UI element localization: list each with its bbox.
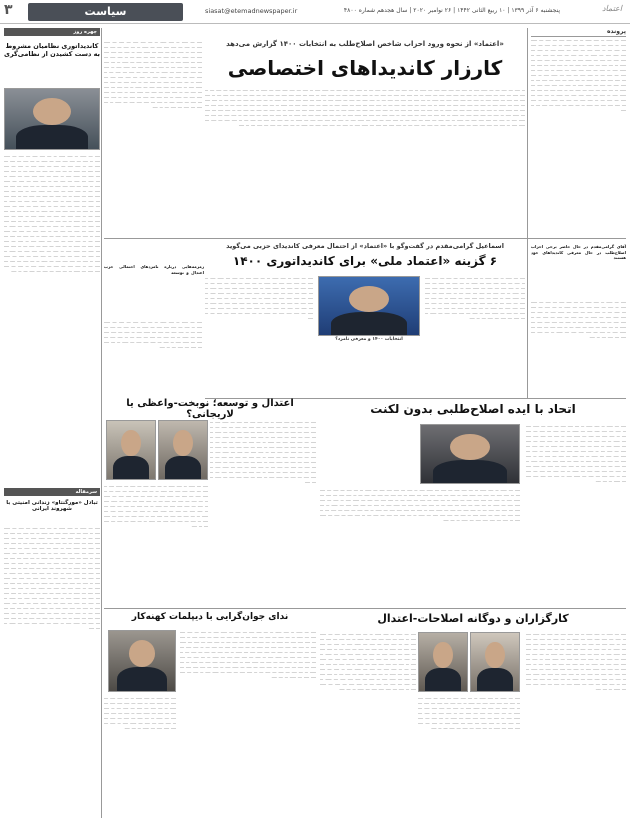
lead-headline[interactable]: کارزار کاندیداهای اختصاصی [227, 56, 503, 80]
story6-photo [108, 630, 176, 692]
story3-lede: آقای گرامی‌مقدم در حال حاضر برخی احزاب اصلاح‌طلب در حال معرفی کاندیداهای خود هستند [531, 244, 626, 260]
editorial-body: ـــــ ــــ ــــــ ـــ ـــــ ــــــ ـــ ــــ ـــــ ـــــ ــــ ـــــ ــــ ــــــ ـــــ ـــ ـــــ ــــ ـــــ ـــــ ـــــ ــــ ــــــ ـــ ــــ ـــــ ــــ ـــــ ــــ ـــــ ــــ ـــ ـــــ ـــــ ــــ ـــــ ــــ ــــــ ـــــ ـــ ـــــ ــــ ـــــ ـــــ ـــــ ــــ ــــــ ـــ ــــ ـــــ ــــ ـــــ ــــ ـــــ ــــ ـــ ـــــ ـــــ ــــ ـــــ ــــ ــــــ ـــــ ـــ ـــــ ــــ ـــــ ـــــ ـــــ ــــ ــــــ ـــ ــــ ـــــ ــــ ـــــ ــــ ـــــ ــــ ـــ ـــــ ـــــ ــــ ـــــ ــــ ــــــ ـــــ ـــ ـــــ ــــ ـــــ ـــــ ـــــ ــــ ــــــ ـــ ــــ ـــــ ــــ ـــــ ــــ ـــــ ــــ ـــ ـــــ ـــــ ــــ ـــــ ــــ ــــــ ـــــ ـــ ـــــ ــــ ـــــ ـــــ ـــــ ــــ ــــــ ـــ ــــ ـــــ ــــ ـــــ ــــ ـــــ ــــ ـــ ـــــ ـــــ ــــ ـــــ ــــ ــــــ ـــــ ـــ ـــــ ــــ ـــــ ـــــ ـــــ ــــ ــــــ ـــ ــــ ـــــ ــــ ـــــ ــــ ـــــ ــــ ـــ ـــــ ـــــ ــــ ـــــ ــــ ــــــ ـــــ ـــ ـــــ ــــ ـــــ ـــــ ـــــ ــــ ــــــ ـــ ــــ ـــــ ــــ ـــــ ــــ ـــــ ــــ ـــ ـــــ ـــــ ــــ ـــــ ــــ ــــــ ـــــ ـــ ـــــ ــــ ـــــ ـــــ ـــــ ــــ ــــــ ـــ ــــ ـــــ ــــ ـــــ ــــ ـــــ ــــ ـــ ـــــ ـــــ ــــ ـــــ ــــ ــــــ ـــــ ـــ ـــــ ــــ ـــــ ـــــ ـــــ ــــ ــــــ ـــ ــــ ـــــ ــــ ـــــ ــــ ـــــ ــــ ـــ ـــــ ـــــ ــــ ـــــ ــــ ــــــ ـــــ ـــ ـــــ ــــ ـــــ ـــــ ـــــ ــــ ــــــ ـــ ــــ ـــــ ــــ ـــــ ــــ ـــــ ــــ ـــ ـــــ ـــــ ــــ ـــــ ــــ ــــــ ـــــ ـــ ـــــ ــــ ـــــ ـــــ ـــــ ــــ ــــــ ـــ ــــ ـــــ ــــ ـــــ ــــ ـــــ ــــ ـــ ـــــ ـــــ ــــ ـــــ ــــ ــــــ ـــــ ـــ ـــــ ــــ ـــــ ـــــ ـــــ ــــ ــــــ ـــ ــــ ـــــ [4, 526, 100, 630]
divider [104, 608, 626, 609]
column-text-mid: ـــــ ــــ ــــــ ـــ ـــــ ــــــ ـــ ــــ ـــــ ـــــ ــــ ـــــ ــــ ــــــ ـــــ ـــ ـــــ ــــ ـــــ ـــــ ـــــ ــــ ــــــ ـــ ــــ ـــــ ــــ ـــــ ــــ ـــــ ــــ ـــ ـــــ ـــــ ــــ ـــــ ــــ ــــــ ـــــ ـــ ـــــ ــــ ـــــ ـــــ ـــــ ــــ ــــــ ـــ ــــ ـــــ ــــ ـــــ ــــ ـــــ ــــ ـــ ـــــ ـــــ ــــ ـــــ ــــ ــــــ ـــــ ـــ ـــــ ــــ ـــــ ـــــ ـــــ ــــ ــــــ ـــ ــــ ـــــ ــــ ـــــ ــــ ـــــ ــــ ـــ ـــــ [104, 320, 202, 349]
section-label[interactable]: سیاست [28, 3, 183, 21]
story4-body: ـــــ ــــ ــــــ ـــ ـــــ ــــــ ـــ ــــ ـــــ ـــــ ــــ ـــــ ــــ ــــــ ـــــ ـــ ـــــ ــــ ـــــ ـــــ ـــــ ــــ ــــــ ـــ ــــ ـــــ ــــ ـــــ ــــ ـــــ ــــ ـــ ـــــ ـــــ ــــ ـــــ ــــ ــــــ ـــــ ـــ ـــــ ــــ ـــــ ـــــ ـــــ ــــ ــــــ ـــ ــــ ـــــ ــــ ـــــ ــــ ـــــ ــــ ـــ ـــــ ـــــ ــــ ـــــ ــــ ــــــ ـــــ ـــ ـــــ ــــ ـــــ ـــــ ـــــ ــــ ــــــ ـــ ــــ ـــــ ــــ ـــــ ــــ ـــــ ــــ ـــ ـــــ ـــــ ــــ ـــــ ــــ ــــــ ـــــ ـــ ـــــ ــــ ـــــ ـــــ ـــــ ــــ ــــــ ـــ ــــ ـــــ ــــ ـــــ ــــ ـــــ ــــ ـــ ـــــ ـــــ ــــ ـــــ ــــ ــــــ ـــــ ـــ ـــــ ــــ ـــــ ـــــ ـــــ ــــ ــــــ ـــ ــــ ـــــ ــــ ـــــ ــــ ـــــ ــــ ـــ ـــــ ـــــ ــــ ـــــ ــــ ــــــ ـــــ ـــ ـــــ ــــ ـــــ ـــــ ـــــ ــــ ــــــ ـــ ــــ ـــــ ــــ ـــــ ــــ ـــــ ــــ ـــ ـــــ ـــــ ــــ ـــــ ــــ ــــــ ـــــ ـــ ـــــ ــــ ـــــ ـــــ ـــــ ــــ ــــــ ـــ ــــ ـــــ ــــ ـــــ ــــ ـــــ ــــ ـــ ـــــ ـــــ ــــ ـــــ ــــ ــــــ ـــــ ـــ ـــــ ــــ ـــــ ـــــ ـــــ ــــ ــــــ ـــ ــــ ـــــ [210, 420, 316, 484]
story6-headline[interactable]: ندای جوان‌گرایی با دیپلمات کهنه‌کار [131, 612, 289, 622]
story2-body-right: ـــــ ــــ ــــــ ـــ ـــــ ــــــ ـــ ــــ ـــــ ـــــ ــــ ـــــ ــــ ــــــ ـــــ ـــ ـــــ ــــ ـــــ ـــــ ـــــ ــــ ــــــ ـــ ــــ ـــــ ــــ ـــــ ــــ ـــــ ــــ ـــ ـــــ ـــــ ــــ ـــــ ــــ ــــــ ـــــ ـــ ـــــ ــــ ـــــ ـــــ ـــــ ــــ ــــــ ـــ ــــ ـــــ ــــ ـــــ ــــ ـــــ ــــ ـــ ـــــ ـــــ ــــ ـــــ ــــ ــــــ ـــــ ـــ ـــــ ــــ ـــــ ـــــ ـــــ ــــ ــــــ ـــ ــــ ـــــ ــــ ـــــ ــــ ـــــ ــــ ـــ ـــــ ـــــ ــــ ـــــ ــــ ــــــ ـــــ ـــ ـــــ ــــ ـــــ ـــــ ـــــ ــــ ــــــ ـــ ــــ ـــــ ــــ ـــــ ــــ ـــــ ــــ ـــ ـــــ ـــــ ــــ ـــــ ــــ ــــــ ـــــ ـــ ـــــ ــــ ـــــ ـــــ ـــــ ــــ ــــــ ـــ ــــ ـــــ ــــ ـــــ ــــ ـــــ ــــ ـــ ـــــ [425, 276, 525, 320]
left-column-label: چهره روز [4, 28, 100, 38]
profile-body: ـــــ ــــ ــــــ ـــ ـــــ ــــــ ـــ ــــ ـــــ ـــــ ــــ ـــــ ــــ ــــــ ـــــ ـــ ـــــ ــــ ـــــ ـــــ ـــــ ــــ ــــــ ـــ ــــ ـــــ ــــ ـــــ ــــ ـــــ ــــ ـــ ـــــ ـــــ ــــ ـــــ ــــ ــــــ ـــــ ـــ ـــــ ــــ ـــــ ـــــ ـــــ ــــ ــــــ ـــ ــــ ـــــ ــــ ـــــ ــــ ـــــ ــــ ـــ ـــــ ـــــ ــــ ـــــ ــــ ــــــ ـــــ ـــ ـــــ ــــ ـــــ ـــــ ـــــ ــــ ــــــ ـــ ــــ ـــــ ــــ ـــــ ــــ ـــــ ــــ ـــ ـــــ ـــــ ــــ ـــــ ــــ ــــــ ـــــ ـــ ـــــ ــــ ـــــ ـــــ ـــــ ــــ ــــــ ـــ ــــ ـــــ ــــ ـــــ ــــ ـــــ ــــ ـــ ـــــ ـــــ ــــ ـــــ ــــ ــــــ ـــــ ـــ ـــــ ــــ ـــــ ـــــ ـــــ ــــ ــــــ ـــ ــــ ـــــ ــــ ـــــ ــــ ـــــ ــــ ـــ ـــــ ـــــ ــــ ـــــ ــــ ــــــ ـــــ ـــ ـــــ ــــ ـــــ ـــــ ـــــ ــــ ــــــ ـــ ــــ ـــــ ــــ ـــــ ــــ ـــــ ــــ ـــ ـــــ ـــــ ــــ ـــــ ــــ ــــــ ـــــ ـــ ـــــ ــــ ـــــ ـــــ ـــــ ــــ ــــــ ـــ ــــ ـــــ ــــ ـــــ ــــ ـــــ ــــ ـــ ـــــ ـــــ ــــ ـــــ ــــ ــــــ ـــــ ـــ ـــــ ــــ ـــــ ـــــ ـــــ ــــ ــــــ ـــ ــــ ـــــ ــــ ـــــ ــــ ـــــ ــــ ـــ ـــــ ـــــ ــــ ـــــ ــــ ــــــ ـــــ ـــ ـــــ ــــ ـــــ ـــــ ـــــ ــــ ــــــ ـــ ــــ ـــــ ــــ ـــــ ــــ ـــــ ــــ ـــ ـــــ ـــــ ــــ ـــــ ــــ ــــــ ـــــ ـــ ـــــ ــــ ـــــ ـــــ ـــــ ــــ ــــــ ـــ ــــ ـــــ ــــ ـــــ ــــ ـــــ ــــ ـــ ـــــ ـــــ ــــ ـــــ ــــ ــــــ ـــــ ـــ ـــــ ــــ ـــــ ـــــ ـــــ ــــ ــــــ ـــ ــــ ـــــ ــــ ـــــ ــــ ـــــ ــــ ـــ ـــــ ـــــ ــــ ـــــ ــــ ــــــ ـــــ ـــ ـــــ ــــ ـــــ ـــــ ـــــ ــــ ــــــ ـــ ــــ ـــــ ــــ ـــــ ــــ ـــــ ــــ ـــ ـــــ ـــــ ــــ ـــــ ــــ ــــــ ـــــ ـــ ـــــ ــــ ـــــ ـــــ ـــــ ــــ ــــــ ـــ ــــ ـــــ ــــ ـــــ ــــ ـــــ ــــ ـــ ـــــ ـــــ ــــ ـــــ ــــ ــــــ ـــــ ـــ ـــــ ــــ ـــــ ـــــ ـــــ ــــ ــــــ ـــ ــــ ـــــ ــــ ـــــ ــــ ـــــ ــــ ـــ ـــــ [4, 154, 100, 273]
story2-caption: انتخابات ۱۴۰۰ و معرفی نامزد؟ [335, 337, 403, 342]
section-email[interactable]: siasat@etemadnewspaper.ir [205, 7, 298, 15]
divider [104, 238, 626, 239]
issue-dateline: پنجشنبه ۶ آذر ۱۳۹۹ | ۱۰ ربیع الثانی ۱۴۴۲ | ۲۶ نوامبر ۲۰۲۰ | سال هجدهم شماره ۴۸۰۰ [343, 7, 560, 14]
page-number: ۳ [4, 2, 13, 18]
lead-kicker: «اعتماد» از نحوه ورود احزاب شاخص اصلاح‌طلب به انتخابات ۱۴۰۰ گزارش می‌دهد [226, 40, 504, 48]
story2-body-left: ـــــ ــــ ــــــ ـــ ـــــ ــــــ ـــ ــــ ـــــ ـــــ ــــ ـــــ ــــ ــــــ ـــــ ـــ ـــــ ــــ ـــــ ـــــ ـــــ ــــ ــــــ ـــ ــــ ـــــ ــــ ـــــ ــــ ـــــ ــــ ـــ ـــــ ـــــ ــــ ـــــ ــــ ــــــ ـــــ ـــ ـــــ ــــ ـــــ ـــــ ـــــ ــــ ــــــ ـــ ــــ ـــــ ــــ ـــــ ــــ ـــــ ــــ ـــ ـــــ ـــــ ــــ ـــــ ــــ ــــــ ـــــ ـــ ـــــ ــــ ـــــ ـــــ ـــــ ــــ ــــــ ـــ ــــ ـــــ ــــ ـــــ ــــ ـــــ ــــ ـــ ـــــ ـــــ ــــ ـــــ ــــ ــــــ ـــــ ـــ ـــــ ــــ ـــــ ـــــ ـــــ ــــ ــــــ ـــ ــــ ـــــ ــــ ـــــ ــــ ـــــ ــــ ـــ ـــــ ـــــ ــــ ـــــ ــــ ــــــ ـــــ ـــ ـــــ ــــ ـــــ ـــــ ـــــ ــــ ــــــ ـــ ــــ ـــــ ــــ ـــــ ــــ ـــــ ــــ ـــ ـــــ [205, 276, 313, 320]
right-column-label: پرونده [531, 28, 626, 36]
story5-body-right: ـــــ ــــ ــــــ ـــ ـــــ ــــــ ـــ ــــ ـــــ ـــــ ــــ ـــــ ــــ ــــــ ـــــ ـــ ـــــ ــــ ـــــ ـــــ ـــــ ــــ ــــــ ـــ ــــ ـــــ ــــ ـــــ ــــ ـــــ ــــ ـــ ـــــ ـــــ ــــ ـــــ ــــ ــــــ ـــــ ـــ ـــــ ــــ ـــــ ـــــ ـــــ ــــ ــــــ ـــ ــــ ـــــ ــــ ـــــ ــــ ـــــ ــــ ـــ ـــــ ـــــ ــــ ـــــ ــــ ــــــ ـــــ ـــ ـــــ ــــ ـــــ ـــــ ـــــ ــــ ــــــ ـــ ــــ ـــــ ــــ ـــــ ــــ ـــــ ــــ ـــ ـــــ ـــــ ــــ ـــــ ــــ ــــــ ـــــ ـــ ـــــ ــــ ـــــ ـــــ ـــــ ــــ ــــــ ـــ ــــ ـــــ ــــ ـــــ ــــ ـــــ ــــ ـــ ـــــ ـــــ ــــ ـــــ ــــ ــــــ ـــــ ـــ ـــــ ــــ ـــــ ـــــ ـــــ ــــ ــــــ ـــ ــــ ـــــ ــــ ـــــ ــــ ـــــ ــــ ـــ ـــــ ـــــ ــــ ـــــ ــــ ــــــ ـــــ ـــ ـــــ ــــ ـــــ ـــــ ـــــ ــــ ــــــ ـــ ــــ ـــــ ــــ ـــــ ــــ ـــــ ــــ ـــ ـــــ ـــــ ــــ ـــــ ــــ ــــــ ـــــ ـــ ـــــ ــــ ـــــ ـــــ ـــــ ــــ ــــــ ـــ ــــ ـــــ [526, 632, 626, 691]
right-column-text [531, 38, 626, 228]
story3-photo [420, 424, 520, 484]
body-text: ـــــ ــــ ــــــ ـــ ـــــ ــــــ ـــ ــــ ـــــ ـــــ ــــ ـــــ ــــ ــــــ ـــــ ـــ ـــــ ــــ ـــــ ـــــ ـــــ ــــ ــــــ ـــ ــــ ـــــ ــــ ـــــ ــــ ـــــ ــــ ـــ ـــــ ـــــ ــــ ـــــ ــــ ــــــ ـــــ ـــ ـــــ ــــ ـــــ ـــــ ـــــ ــــ ــــــ ـــ ــــ ـــــ ــــ ـــــ ــــ ـــــ ــــ ـــ ـــــ ـــــ ــــ ـــــ ــــ ــــــ ـــــ ـــ ـــــ ــــ ـــــ ـــــ ـــــ ــــ ــــــ ـــ ــــ ـــــ ــــ ـــــ ــــ ـــــ ــــ ـــ ـــــ ـــــ ــــ ـــــ ــــ ــــــ ـــــ ـــ ـــــ ــــ ـــــ ـــــ ـــــ ــــ ــــــ ـــ ــــ ـــــ ــــ ـــــ ــــ ـــــ ــــ ـــ ـــــ ـــــ ــــ ـــــ ــــ ــــــ ـــــ ـــ ـــــ ــــ ـــــ ـــــ ـــــ ــــ ــــــ ـــ ــــ ـــــ ــــ ـــــ ــــ ـــــ ــــ ـــ ـــــ ـــــ ــــ ـــــ ــــ ــــــ ـــــ ـــ ـــــ ــــ ـــــ ـــــ ـــــ ــــ ــــــ ـــ ــــ ـــــ ــــ ـــــ ــــ ـــــ ــــ ـــ ـــــ ـــــ ــــ ـــــ ــــ ــــــ ـــــ ـــ ـــــ ــــ ـــــ ـــــ ـــــ ــــ ــــــ ـــ ــــ ـــــ ــــ ـــــ ــــ ـــــ ــــ ـــ ـــــ ـــــ ــــ ـــــ ــــ ــــــ ـــــ ـــ ـــــ ــــ ـــــ ـــــ ـــــ ــــ ــــــ ـــ ــــ ـــــ ــــ ـــــ ــــ ـــــ ــــ ـــ ـــــ [531, 38, 626, 112]
story3-headline[interactable]: اتحاد با ایده اصلاح‌طلبی بدون لکنت [370, 402, 576, 416]
editorial-label: سرمقاله [4, 488, 100, 498]
editorial-headline[interactable]: تبادل «مورگنتاو» زندانی امنیتی با شهروند ایرانی [6, 500, 98, 512]
story4-lede: زمزمه‌هایی درباره نامزدهای احتمالی حزب اعتدال و توسعه [104, 264, 204, 275]
story4-body-2: ـــــ ــــ ــــــ ـــ ـــــ ــــــ ـــ ــــ ـــــ ـــــ ــــ ـــــ ــــ ــــــ ـــــ ـــ ـــــ ــــ ـــــ ـــــ ـــــ ــــ ــــــ ـــ ــــ ـــــ ــــ ـــــ ــــ ـــــ ــــ ـــ ـــــ ـــــ ــــ ـــــ ــــ ــــــ ـــــ ـــ ـــــ ــــ ـــــ ـــــ ـــــ ــــ ــــــ ـــ ــــ ـــــ ــــ ـــــ ــــ ـــــ ــــ ـــ ـــــ ـــــ ــــ ـــــ ــــ ــــــ ـــــ ـــ ـــــ ــــ ـــــ ـــــ ـــــ ــــ ــــــ ـــ ــــ ـــــ ــــ ـــــ ــــ ـــــ ــــ ـــ ـــــ ـــــ ــــ ـــــ ــــ ــــــ ـــــ ـــ ـــــ ــــ ـــــ ـــــ ـــــ ــــ ــــــ ـــ ــــ ـــــ ــــ ـــــ ــــ ـــــ ــــ ـــ ـــــ ـــــ ــــ ـــــ ــــ ــــــ ـــــ ـــ ـــــ ــــ ـــــ ـــــ ـــــ ــــ ــــــ ـــ ــــ ـــــ ــــ ـــــ ــــ ـــــ ــــ ـــ ـــــ [104, 484, 208, 528]
profile-photo [4, 88, 100, 150]
story5-body-left: ـــــ ــــ ــــــ ـــ ـــــ ــــــ ـــ ــــ ـــــ ـــــ ــــ ـــــ ــــ ــــــ ـــــ ـــ ـــــ ــــ ـــــ ـــــ ـــــ ــــ ــــــ ـــ ــــ ـــــ ــــ ـــــ ــــ ـــــ ــــ ـــ ـــــ ـــــ ــــ ـــــ ــــ ــــــ ـــــ ـــ ـــــ ــــ ـــــ ـــــ ـــــ ــــ ــــــ ـــ ــــ ـــــ ــــ ـــــ ــــ ـــــ ــــ ـــ ـــــ ـــــ ــــ ـــــ ــــ ــــــ ـــــ ـــ ـــــ ــــ ـــــ ـــــ ـــــ ــــ ــــــ ـــ ــــ ـــــ ــــ ـــــ ــــ ـــــ ــــ ـــ ـــــ ـــــ ــــ ـــــ ــــ ــــــ ـــــ ـــ ـــــ ــــ ـــــ ـــــ ـــــ ــــ ــــــ ـــ ــــ ـــــ ــــ ـــــ ــــ ـــــ ــــ ـــ ـــــ ـــــ ــــ ـــــ ــــ ــــــ ـــــ ـــ ـــــ ــــ ـــــ ـــــ ـــــ ــــ ــــــ ـــ ــــ ـــــ ــــ ـــــ ــــ ـــــ ــــ ـــ ـــــ ـــــ ــــ ـــــ ــــ ــــــ ـــــ ـــ ـــــ ــــ ـــــ ـــــ ـــــ ــــ ــــــ ـــ ــــ ـــــ ــــ ـــــ ــــ ـــــ ــــ ـــ ـــــ ـــــ ــــ ـــــ ــــ ــــــ ـــــ ـــ ـــــ ــــ ـــــ ـــــ ـــــ ــــ ــــــ ـــ ــــ ـــــ [320, 632, 416, 691]
story5-headline[interactable]: کارگزاران و دوگانه اصلاحات-اعتدال [377, 612, 569, 625]
story4-photo-2 [158, 420, 208, 480]
story5-body-mid: ـــــ ــــ ــــــ ـــ ـــــ ــــــ ـــ ــــ ـــــ ـــــ ــــ ـــــ ــــ ــــــ ـــــ ـــ ـــــ ــــ ـــــ ـــــ ـــــ ــــ ــــــ ـــ ــــ ـــــ ــــ ـــــ ــــ ـــــ ــــ ـــ ـــــ ـــــ ــــ ـــــ ــــ ــــــ ـــــ ـــ ـــــ ــــ ـــــ ـــــ ـــــ ــــ ــــــ ـــ ــــ ـــــ ــــ ـــــ ــــ ـــــ ــــ ـــ ـــــ ـــــ ــــ ـــــ ــــ ــــــ ـــــ ـــ ـــــ ــــ ـــــ ـــــ ـــــ ــــ ــــــ ـــ ــــ ـــــ ــــ ـــــ ــــ ـــــ ــــ ـــ ـــــ ـــــ ــــ ـــــ ــــ ــــــ ـــــ ـــ ـــــ ــــ ـــــ ـــــ ـــــ ــــ ــــــ ـــ ــــ ـــــ ــــ ـــــ ــــ ـــــ ــــ ـــ ـــــ [418, 696, 520, 730]
column-rule [101, 28, 102, 818]
story6-body: ـــــ ــــ ــــــ ـــ ـــــ ــــــ ـــ ــــ ـــــ ـــــ ــــ ـــــ ــــ ــــــ ـــــ ـــ ـــــ ــــ ـــــ ـــــ ـــــ ــــ ــــــ ـــ ــــ ـــــ ــــ ـــــ ــــ ـــــ ــــ ـــ ـــــ ـــــ ــــ ـــــ ــــ ــــــ ـــــ ـــ ـــــ ــــ ـــــ ـــــ ـــــ ــــ ــــــ ـــ ــــ ـــــ ــــ ـــــ ــــ ـــــ ــــ ـــ ـــــ ـــــ ــــ ـــــ ــــ ــــــ ـــــ ـــ ـــــ ــــ ـــــ ـــــ ـــــ ــــ ــــــ ـــ ــــ ـــــ ــــ ـــــ ــــ ـــــ ــــ ـــ ـــــ ـــــ ــــ ـــــ ــــ ــــــ ـــــ ـــ ـــــ ــــ ـــــ ـــــ ـــــ ــــ ــــــ ـــ ــــ ـــــ ــــ ـــــ ــــ ـــــ ــــ ـــ ـــــ ـــــ ــــ ـــــ ــــ ــــــ ـــــ ـــ ـــــ ــــ ـــــ ـــــ ـــــ ــــ ــــــ ـــ ــــ ـــــ ــــ ـــــ ــــ ـــــ ــــ ـــ ـــــ ـــــ ــــ ـــــ ــــ ــــــ ـــــ ـــ ـــــ ــــ ـــــ ـــــ ـــــ ــــ ــــــ ـــ ــــ ـــــ ــــ ـــــ ــــ ـــــ ــــ ـــ ـــــ ـــــ ــــ ـــــ ــــ ــــــ ـــــ ـــ ـــــ ــــ ـــــ ـــــ ـــــ ــــ ــــــ ـــ ــــ ـــــ ــــ ـــــ ــــ ـــــ ــــ ـــ ـــــ ـــــ ــــ ـــــ ــــ ــــــ ـــــ ـــ ـــــ ــــ ـــــ ـــــ ـــــ ــــ ــــــ ـــ ــــ ـــــ [180, 630, 316, 679]
story4-photo-1 [106, 420, 156, 480]
column-rule [527, 28, 528, 398]
story6-body-2: ـــــ ــــ ــــــ ـــ ـــــ ــــــ ـــ ــــ ـــــ ـــــ ــــ ـــــ ــــ ــــــ ـــــ ـــ ـــــ ــــ ـــــ ـــــ ـــــ ــــ ــــــ ـــ ــــ ـــــ ــــ ـــــ ــــ ـــــ ــــ ـــ ـــــ ـــــ ــــ ـــــ ــــ ــــــ ـــــ ـــ ـــــ ــــ ـــــ ـــــ ـــــ ــــ ــــــ ـــ ــــ ـــــ ــــ ـــــ ــــ ـــــ ــــ ـــ ـــــ ـــــ ــــ ـــــ ــــ ــــــ ـــــ ـــ ـــــ ــــ ـــــ ـــــ ـــــ ــــ ــــــ ـــ ــــ ـــــ [104, 696, 176, 730]
lead-body: ـــ ـــــ ــــ ـــــ ــــ ــــ ــــــ ـــــ ـــ ـــــ ــــ ـــــ ـــــ ـــــ ــــ ــــــ ـــ ــــ ـــــ ــــ ـــــ ــــ ـــــ ــــ ـــ ـــــ ـــــ ــــ ـــــ ــــ ــــــ ـــــ ـــ ـــــ ــــ ـــــ ـــــ ـــــ ــــ ــــــ ـــ ــــ ـــــ ــــ ـــــ ــــ ـــــ ــــ ـــ ـــــ ـــــ ــــ ـــــ ــــ ــــــ ـــــ ـــ ـــــ ــــ ـــــ ـــــ ـــــ ــــ ــــــ ـــ ــــ ـــــ ــــ ـــــ ــــ ـــــ ــــ ـــ ـــــ ـــــ ــــ ـــــ ــــ ــــــ ـــــ ـــ ـــــ ــــ ـــــ ـــــ ـــــ ــــ ــــــ ـــ ــــ ـــــ ــــ ـــــ ــــ ـــــ ــــ ـــ ـــــ ـــــ ــــ ـــــ ــــ ــــــ ـــــ ـــ ـــــ ــــ ـــــ ـــــ ـــــ ــــ ــــــ ـــ ــــ ـــــ ــــ ـــــ ــــ ـــــ ــــ ـــ ـــــ ـــــ ــــ ـــــ ــــ ــــــ ـــــ ـــ ـــــ ــــ ـــــ ـــــ ـــــ ــــ ــــــ ـــ ــــ ـــــ ــــ ـــــ ــــ ـــــ ــــ ـــ ـــــ ـــــ ــــ ـــــ ــــ ــــــ ـــــ ـــ ـــــ ــــ ـــــ ـــــ ـــــ ــــ ــــــ ـــ ــــ ـــــ ــــ ـــــ ــــ ـــــ ــــ ـــ ـــــ ـــــ ــــ ـــــ ــــ ــــــ ـــــ ـــ ـــــ ــــ ـــــ ـــــ ـــــ ــــ ــــــ ـــ ــــ ـــــ ــــ ـــــ ــــ ـــــ ــــ ـــ ـــــ ـــــ ــــ ـــــ ــــ ــــــ ـــــ ـــ ـــــ ــــ ـــــ ـــــ ـــــ ــــ ــــــ ـــ ــــ ـــــ ــــ ـــــ ــــ ـــــ ــــ ـــ ـــــ ـــــ ــــ ـــــ ــــ ــــــ ـــــ ـــ ـــــ ــــ ـــــ ـــــ ـــــ ــــ ــــــ ـــ ــــ ـــــ ــــ ـــــ ــــ ـــــ ــــ ـــ ـــــ ـــــ ــــ ـــــ ــــ ــــــ ـــــ ـــ ـــــ ــــ ـــــ ـــــ ـــــ ــــ ــــــ ـــ ــــ ـــــ ــــ ـــــ ــــ ـــــ ــــ ـــ ـــــ ـــــ ــــ ـــــ ــــ ــــــ ـــــ ـــ ـــــ ــــ ـــــ ـــــ ـــــ ــــ ــــــ ـــ ــــ ـــــ ــــ ـــــ ــــ ـــــ ــــ ـــ ـــــ ـــــ ــــ ـــــ ــــ ــــــ ـــــ ـــ ـــــ ــــ ـــــ ـــــ ـــــ ــــ ــــــ ـــ ــــ ـــــ ــــ ـــــ ــــ ـــــ ــــ ـــ ـــــ ـــــ ــــ ـــــ ــــ ــــــ ـــــ ـــ ـــــ ــــ ـــــ ـــــ ـــــ ــــ ــــــ ـــ ــــ ـــــ ــــ ـــــ ــــ ـــــ ــــ ـــ ـــــ ـــــ ــــ ـــــ ــــ ــــــ ـــــ ـــ ـــــ ــــ ـــــ ـــــ ـــــ ــــ ــــــ ـــ ــــ ـــــ ــــ ـــــ ــــ ـــــ ــــ ـــ ـــــ ـــــ ــــ ـــــ ــــ ــــــ ـــــ ـــ ـــــ ــــ ـــــ ـــــ ـــــ ــــ ــــــ ـــ ــــ ـــــ ــــ ـــــ ــــ ـــــ ــــ ـــ ـــــ [205, 88, 525, 127]
profile-headline[interactable]: کاندیداتوری نظامیان مشروط به دست کشیدن از نظامی‌گری [4, 42, 100, 58]
story3-body-left: ـــــ ــــ ــــــ ـــ ـــــ ــــــ ـــ ــــ ـــــ ـــــ ــــ ـــــ ــــ ــــــ ـــــ ـــ ـــــ ــــ ـــــ ـــــ ـــــ ــــ ــــــ ـــ ــــ ـــــ ــــ ـــــ ــــ ـــــ ــــ ـــ ـــــ ـــــ ــــ ـــــ ــــ ــــــ ـــــ ـــ ـــــ ــــ ـــــ ـــــ ـــــ ــــ ــــــ ـــ ــــ ـــــ ــــ ـــــ ــــ ـــــ ــــ ـــ ـــــ ـــــ ــــ ـــــ ــــ ــــــ ـــــ ـــ ـــــ ــــ ـــــ ـــــ ـــــ ــــ ــــــ ـــ ــــ ـــــ ــــ ـــــ ــــ ـــــ ــــ ـــ ـــــ ـــــ ــــ ـــــ ــــ ــــــ ـــــ ـــ ـــــ ــــ ـــــ ـــــ ـــــ ــــ ــــــ ـــ ــــ ـــــ ــــ ـــــ ــــ ـــــ ــــ ـــ ـــــ ـــــ ــــ ـــــ ــــ ــــــ ـــــ ـــ ـــــ ــــ ـــــ ـــــ ـــــ ــــ ــــــ ـــ ــــ ـــــ ــــ ـــــ ــــ ـــــ ــــ ـــ ـــــ ـــــ ــــ ـــــ ــــ ــــــ ـــــ ـــ ـــــ ــــ ـــــ ـــــ ـــــ ــــ ــــــ ـــ ــــ ـــــ ــــ ـــــ ــــ ـــــ ــــ ـــ ـــــ ـــــ ــــ ـــــ ــــ ــــــ ـــــ ـــ ـــــ ــــ ـــــ ـــــ ـــــ ــــ ــــــ ـــ ــــ ـــــ ــــ ـــــ ــــ ـــــ ــــ ـــ ـــــ ـــــ ــــ ـــــ ــــ ــــــ ـــــ ـــ ـــــ ــــ ـــــ ـــــ ـــــ ــــ ــــــ ـــ ــــ ـــــ [320, 488, 520, 522]
story4-headline[interactable]: اعتدال و توسعه؛ نوبخت-واعظی یا لاریجانی؟ [126, 398, 294, 420]
story5-photo-2 [418, 632, 468, 692]
story3-body-top: ـــــ ــــ ــــــ ـــ ـــــ ــــــ ـــ ــــ ـــــ ـــــ ــــ ـــــ ــــ ــــــ ـــــ ـــ ـــــ ــــ ـــــ ـــــ ـــــ ــــ ــــــ ـــ ــــ ـــــ ــــ ـــــ ــــ ـــــ ــــ ـــ ـــــ ـــــ ــــ ـــــ ــــ ــــــ ـــــ ـــ ـــــ ــــ ـــــ ـــــ ـــــ ــــ ــــــ ـــ ــــ ـــــ ــــ ـــــ ــــ ـــــ ــــ ـــ ـــــ ـــــ ــــ ـــــ ــــ ــــــ ـــــ ـــ ـــــ ــــ ـــــ ـــــ ـــــ ــــ ــــــ ـــ ــــ ـــــ ــــ ـــــ ــــ ـــــ ــــ ـــ ـــــ ـــــ ــــ ـــــ ــــ ــــــ ـــــ ـــ ـــــ ــــ ـــــ ـــــ ـــــ ــــ ــــــ ـــ ــــ ـــــ ــــ ـــــ ــــ ـــــ ــــ ـــ ـــــ [531, 300, 626, 339]
newspaper-logo: اعتماد [601, 4, 622, 13]
story5-photo-1 [470, 632, 520, 692]
story3-body-right: ـــــ ــــ ــــــ ـــ ـــــ ــــــ ـــ ــــ ـــــ ـــــ ــــ ـــــ ــــ ــــــ ـــــ ـــ ـــــ ــــ ـــــ ـــــ ـــــ ــــ ــــــ ـــ ــــ ـــــ ــــ ـــــ ــــ ـــــ ــــ ـــ ـــــ ـــــ ــــ ـــــ ــــ ــــــ ـــــ ـــ ـــــ ــــ ـــــ ـــــ ـــــ ــــ ــــــ ـــ ــــ ـــــ ــــ ـــــ ــــ ـــــ ــــ ـــ ـــــ ـــــ ــــ ـــــ ــــ ــــــ ـــــ ـــ ـــــ ــــ ـــــ ـــــ ـــــ ــــ ــــــ ـــ ــــ ـــــ ــــ ـــــ ــــ ـــــ ــــ ـــ ـــــ ـــــ ــــ ـــــ ــــ ــــــ ـــــ ـــ ـــــ ــــ ـــــ ـــــ ـــــ ــــ ــــــ ـــ ــــ ـــــ ــــ ـــــ ــــ ـــــ ــــ ـــ ـــــ ـــــ ــــ ـــــ ــــ ــــــ ـــــ ـــ ـــــ ــــ ـــــ ـــــ ـــــ ــــ ــــــ ـــ ــــ ـــــ ــــ ـــــ ــــ ـــــ ــــ ـــ ـــــ ـــــ ــــ ـــــ ــــ ــــــ ـــــ ـــ ـــــ ــــ ـــــ ـــــ ـــــ ــــ ــــــ ـــ ــــ ـــــ ــــ ـــــ ــــ ـــــ ــــ ـــ ـــــ ـــــ ــــ ـــــ ــــ ــــــ ـــــ ـــ ـــــ ــــ ـــــ ـــــ ـــــ ــــ ــــــ ـــ ــــ ـــــ [526, 424, 626, 483]
story2-photo [318, 276, 420, 336]
story2-kicker: اسماعیل گرامی‌مقدم در گفت‌وگو با «اعتماد» از احتمال معرفی کاندیدای حزبی می‌گوید [226, 242, 504, 250]
masthead-bar [0, 0, 630, 24]
column-text-upper: ـــــ ــــ ــــــ ـــ ـــــ ــــــ ـــ ــــ ـــــ ـــــ ــــ ـــــ ــــ ــــــ ـــــ ـــ ـــــ ــــ ـــــ ـــــ ـــــ ــــ ــــــ ـــ ــــ ـــــ ــــ ـــــ ــــ ـــــ ــــ ـــ ـــــ ـــــ ــــ ـــــ ــــ ــــــ ـــــ ـــ ـــــ ــــ ـــــ ـــــ ـــــ ــــ ــــــ ـــ ــــ ـــــ ــــ ـــــ ــــ ـــــ ــــ ـــ ـــــ ـــــ ــــ ـــــ ــــ ــــــ ـــــ ـــ ـــــ ــــ ـــــ ـــــ ـــــ ــــ ــــــ ـــ ــــ ـــــ ــــ ـــــ ــــ ـــــ ــــ ـــ ـــــ ـــــ ــــ ـــــ ــــ ــــــ ـــــ ـــ ـــــ ــــ ـــــ ـــــ ـــــ ــــ ــــــ ـــ ــــ ـــــ ــــ ـــــ ــــ ـــــ ــــ ـــ ـــــ ـــــ ــــ ـــــ ــــ ــــــ ـــــ ـــ ـــــ ــــ ـــــ ـــــ ـــــ ــــ ــــــ ـــ ــــ ـــــ ــــ ـــــ ــــ ـــــ ــــ ـــ ـــــ ـــــ ــــ ـــــ ــــ ــــــ ـــــ ـــ ـــــ ــــ ـــــ ـــــ ـــــ ــــ ــــــ ـــ ــــ ـــــ ــــ ـــــ ــــ ـــــ ــــ ـــ ـــــ ـــــ ــــ ـــــ ــــ ــــــ ـــــ ـــ ـــــ ــــ ـــــ ـــــ ـــــ ــــ ــــــ ـــ ــــ ـــــ ــــ ـــــ ــــ ـــــ ــــ ـــ ـــــ ـــــ ــــ ـــــ ــــ ــــــ ـــــ ـــ ـــــ ــــ ـــــ ـــــ ـــــ ــــ ــــــ ـــ ــــ ـــــ ــــ ـــــ ــــ ـــــ ــــ ـــ ـــــ [104, 40, 202, 109]
story2-headline[interactable]: ۶ گزینه «اعتماد ملی» برای کاندیداتوری ۱۴۰۰ [232, 254, 498, 268]
